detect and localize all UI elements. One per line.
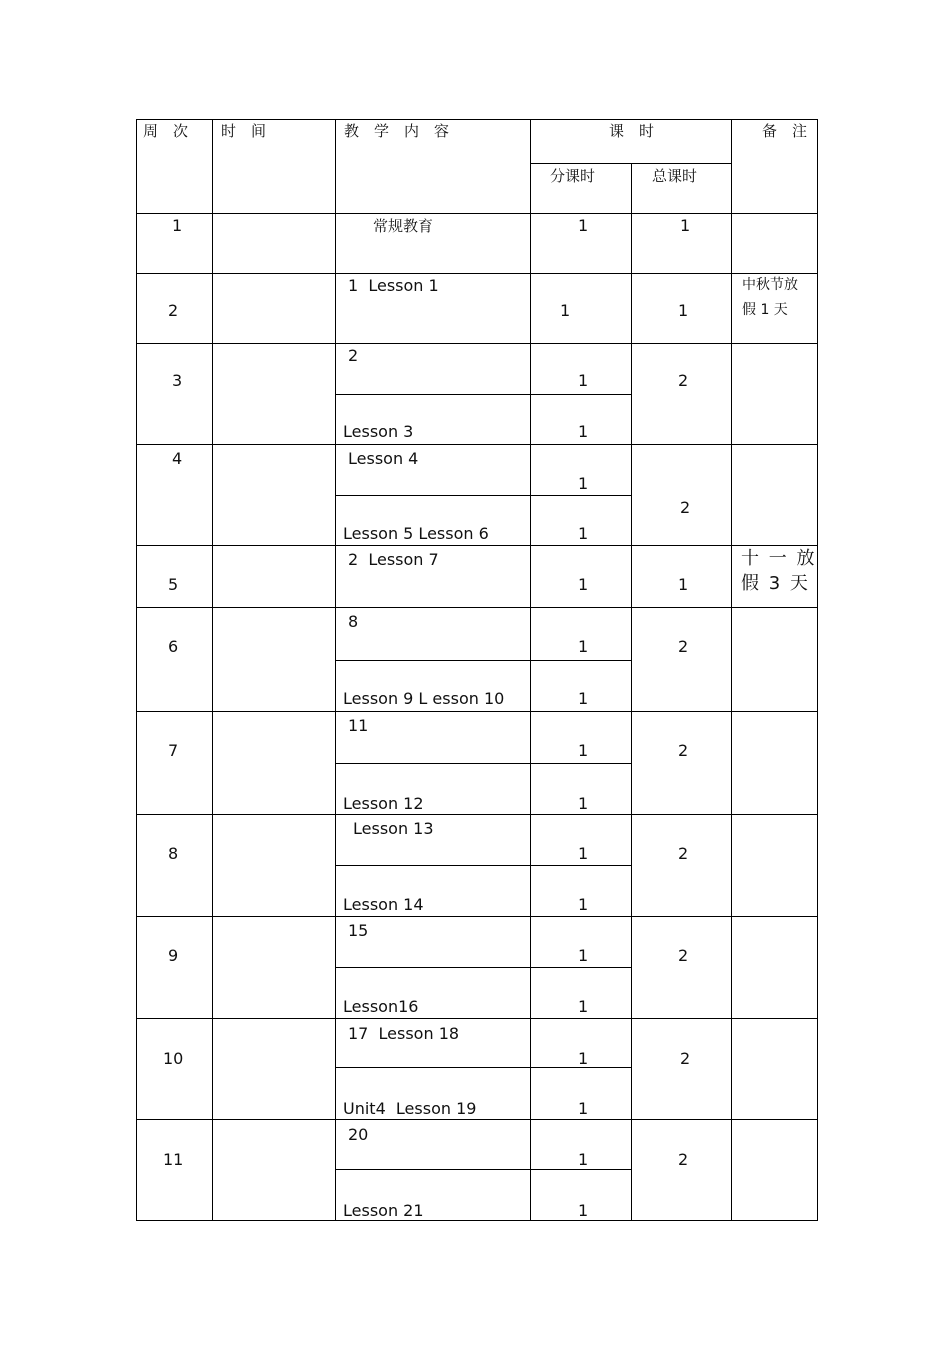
row-line xyxy=(136,343,818,344)
header-content: 教 学 内 容 xyxy=(344,122,450,140)
content-cell: 17 Lesson 18 xyxy=(348,1024,460,1043)
sub-hours-cell: 1 xyxy=(578,371,589,390)
content-cell: Lesson 3 xyxy=(343,422,414,441)
week-number: 11 xyxy=(163,1150,184,1169)
total-hours-cell: 1 xyxy=(680,216,691,235)
row-line xyxy=(136,1018,818,1019)
content-cell: 2 Lesson 7 xyxy=(348,550,439,569)
sub-hours-cell: 1 xyxy=(578,946,589,965)
note-line-1: 十 一 放 xyxy=(741,548,817,569)
sub-hours-cell: 1 xyxy=(578,1201,589,1220)
column-line xyxy=(335,119,336,1221)
sub-hours-cell: 1 xyxy=(578,997,589,1016)
sub-row-line xyxy=(336,967,632,968)
sub-hours-cell: 1 xyxy=(578,689,589,708)
header-time: 时 间 xyxy=(221,122,267,140)
column-line xyxy=(731,119,732,1221)
week-number: 10 xyxy=(163,1049,184,1068)
table-border-left xyxy=(136,119,137,1221)
content-cell: Lesson 13 xyxy=(353,819,434,838)
content-cell: Lesson 21 xyxy=(343,1201,424,1220)
header-sub-hours: 分课时 xyxy=(550,167,596,185)
content-cell: 常规教育 xyxy=(373,217,434,235)
content-cell: Lesson16 xyxy=(343,997,419,1016)
total-hours-cell: 1 xyxy=(678,575,689,594)
header-week: 周 次 xyxy=(143,122,189,140)
total-hours-cell: 2 xyxy=(678,1150,689,1169)
sub-hours-cell: 1 xyxy=(578,1049,589,1068)
week-number: 1 xyxy=(172,216,183,235)
content-cell: 2 xyxy=(348,346,359,365)
column-line xyxy=(631,163,632,1221)
content-cell: 1 Lesson 1 xyxy=(348,276,439,295)
sub-hours-cell: 1 xyxy=(578,216,589,235)
content-cell: Lesson 14 xyxy=(343,895,424,914)
row-line xyxy=(136,444,818,445)
row-line xyxy=(136,607,818,608)
week-number: 4 xyxy=(172,449,183,468)
sub-hours-cell: 1 xyxy=(578,474,589,493)
total-hours-cell: 2 xyxy=(678,946,689,965)
sub-hours-cell: 1 xyxy=(578,1099,589,1118)
sub-hours-cell: 1 xyxy=(560,301,571,320)
week-number: 9 xyxy=(168,946,179,965)
content-cell: 11 xyxy=(348,716,369,735)
total-hours-cell: 2 xyxy=(678,637,689,656)
sub-row-line xyxy=(336,763,632,764)
content-cell: Lesson 12 xyxy=(343,794,424,813)
week-number: 3 xyxy=(172,371,183,390)
sub-hours-cell: 1 xyxy=(578,422,589,441)
header-total-hours: 总课时 xyxy=(652,167,698,185)
week-number: 7 xyxy=(168,741,179,760)
sub-hours-cell: 1 xyxy=(578,637,589,656)
row-line xyxy=(136,213,818,214)
week-number: 2 xyxy=(168,301,179,320)
total-hours-cell: 2 xyxy=(680,1049,691,1068)
content-cell: Lesson 9 L esson 10 xyxy=(343,689,505,708)
sub-row-line xyxy=(336,865,632,866)
sub-hours-cell: 1 xyxy=(578,844,589,863)
content-cell: 20 xyxy=(348,1125,369,1144)
sub-hours-cell: 1 xyxy=(578,895,589,914)
content-cell: 15 xyxy=(348,921,369,940)
content-cell: 8 xyxy=(348,612,359,631)
note-line-1: 中秋节放 xyxy=(742,277,798,293)
sub-hours-cell: 1 xyxy=(578,741,589,760)
total-hours-cell: 2 xyxy=(678,371,689,390)
row-line xyxy=(136,814,818,815)
sub-hours-cell: 1 xyxy=(578,524,589,543)
table-border-bottom xyxy=(136,1220,818,1221)
header-notes: 备 注 xyxy=(762,122,808,140)
column-line xyxy=(530,119,531,1221)
content-cell: Unit4 Lesson 19 xyxy=(343,1099,477,1118)
row-line xyxy=(136,711,818,712)
total-hours-cell: 1 xyxy=(678,301,689,320)
sub-hours-cell: 1 xyxy=(578,794,589,813)
total-hours-cell: 2 xyxy=(680,498,691,517)
sub-hours-cell: 1 xyxy=(578,1150,589,1169)
total-hours-cell: 2 xyxy=(678,741,689,760)
sub-row-line xyxy=(336,394,632,395)
sub-row-line xyxy=(336,495,632,496)
header-hours: 课 时 xyxy=(609,122,655,140)
note-line-2: 假 3 天 xyxy=(741,573,810,594)
note-line-2: 假 1 天 xyxy=(742,302,788,318)
content-cell: Lesson 4 xyxy=(348,449,419,468)
week-number: 8 xyxy=(168,844,179,863)
sub-hours-cell: 1 xyxy=(578,575,589,594)
week-number: 5 xyxy=(168,575,179,594)
row-line xyxy=(136,545,818,546)
total-hours-cell: 2 xyxy=(678,844,689,863)
row-line xyxy=(136,916,818,917)
row-line xyxy=(136,273,818,274)
table-border-top xyxy=(136,119,818,120)
table-border-right xyxy=(817,119,818,1221)
sub-row-line xyxy=(336,660,632,661)
week-number: 6 xyxy=(168,637,179,656)
column-line xyxy=(212,119,213,1221)
content-cell: Lesson 5 Lesson 6 xyxy=(343,524,489,543)
row-line xyxy=(136,1119,818,1120)
